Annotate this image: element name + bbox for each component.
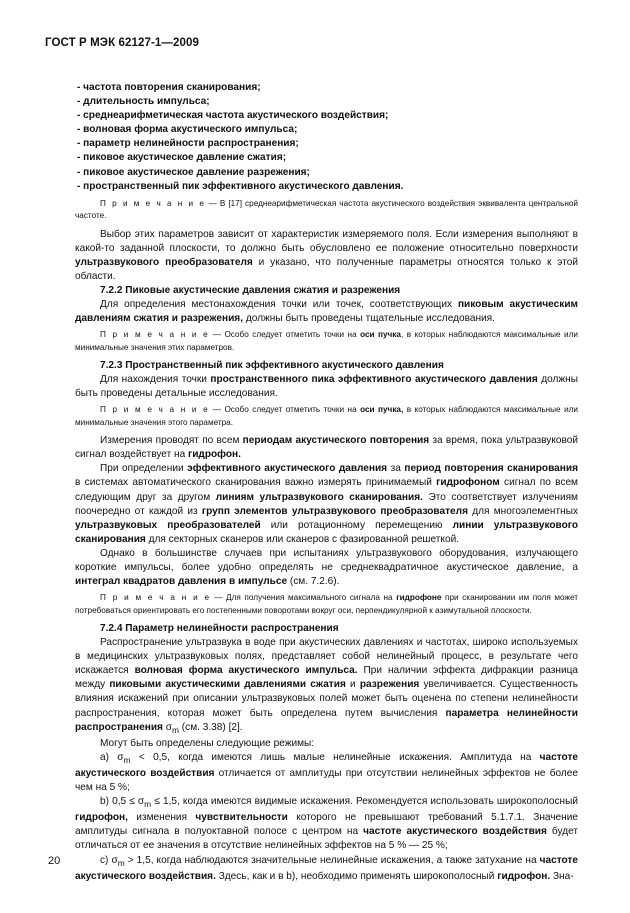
document-header: ГОСТ Р МЭК 62127-1—2009	[45, 37, 199, 49]
list-item: - среднеарифметическая частота акустического воздействия;	[77, 110, 389, 122]
list-item: - волновая форма акустического импульса;	[77, 124, 298, 136]
note-2: П р и м е ч а н и е — Особо следует отметить точки на оси пучка, в которых наблюдаются максимальные или минимальные значения этих параметров.	[75, 330, 578, 352]
paragraph-spatial-peak: Для нахождения точки пространственного пика эффективного акустического давления должны быть проведены детальные исследования.	[75, 374, 579, 400]
mode-c: c) $\sigma_m > 1,5$, когда наблюдаются значительные нелинейные искажения, а также затухание на частоте акустического воздействия. Здесь, как и в b), необходимо применять широкополосный гидрофон. Зна-	[75, 854, 578, 882]
section-heading-7-2-2: 7.2.2 Пиковые акустические давления сжатия и разрежения	[100, 284, 401, 296]
paragraph-modes-intro: Могут быть определены следующие режимы:	[100, 737, 315, 749]
list-item: - длительность импульса;	[77, 96, 210, 108]
paragraph-scan-repetition: При определении эффективного акустического давления за период повторения сканирования в системах автоматического сканирования важно измерять принимаемый гидрофоном сигнал по всем следующим друг за другом линиям ультразвукового сканирования. Это соответствует излучениям поочередно от каждой из групп элементов ультразвукового преобразователя для многоэлементных ультразвуковых преобразователей или ротационному перемещению линии ультразвукового сканирования для секторных сканеров или сканеров с фазированной решеткой.	[75, 463, 578, 545]
mode-a: a) $\sigma_m < 0,5$, когда имеются лишь малые нелинейные искажения. Амплитуда на частоте акустического воздействия отличается от амплитуды при отсутствии нелинейных эффектов не более чем на 5 %;	[75, 751, 579, 794]
list-item: - частота повторения сканирования;	[77, 82, 261, 93]
parameter-list	[75, 81, 578, 194]
paragraph-peak-pressures: Для определения местонахождения точки или точек, соответствующих пиковым акустическим давлениям сжатия и разрежения, должны быть проведены тщательные исследования.	[75, 299, 578, 325]
note-4: П р и м е ч а н и е — Для получения максимального сигнала на гидрофоне при сканировании им поля может потребоваться ориентировать его постепенными поворотами вокруг оси, перпендикулярной к азимутальной плоскости.	[75, 593, 578, 615]
note-label: П р и м е ч а н и е	[100, 330, 210, 340]
note-3: П р и м е ч а н и е — Особо следует отметить точки на оси пучка, в которых наблюдаются максимальные или минимальные значения этого параметра.	[75, 405, 578, 427]
paragraph-short-pulses: Однако в большинстве случаев при испытаниях ультразвукового оборудования, излучающего короткие импульсы, более удобно определять не среднеквадратичное акустическое давление, а интеграл квадратов давления в импульсе (см. 7.2.6).	[75, 547, 578, 588]
list-item: - параметр нелинейности распространения;	[77, 138, 299, 150]
note-label: П р и м е ч а н и е	[100, 198, 206, 208]
note-label: П р и м е ч а н и е	[100, 405, 210, 415]
paragraph-nonlinear-propagation: Распространение ультразвука в воде при акустических давлениях и частотах, широко используемых в медицинских ультразвуковых полях, представляет собой нелинейный процесс, в результате чего искажается волновая форма акустического импульса. При наличии эффекта дифракции разница между пиковыми акустическими давлениями сжатия и разрежения увеличивается. Существенность влияния искажений при описании ультразвуковых полей может быть оценена по степени нелинейности распространения, которая может быть определена путем вычисления параметра нелинейности распространения $\sigma_m$ (см. 3.38) [2].	[75, 637, 579, 735]
note-label: П р и м е ч а н и е	[100, 593, 211, 603]
section-heading-7-2-4: 7.2.4 Параметр нелинейности распространения	[100, 622, 339, 634]
page-number: 20	[48, 855, 61, 867]
list-item: - пиковое акустическое давление разрежения;	[77, 166, 310, 178]
paragraph-measurement-periods: Измерения проводят по всем периодам акустического повторения за время, пока ультразвуковой сигнал воздействует на гидрофон.	[75, 435, 578, 461]
mode-b: b) $0,5 \le \sigma_m \le 1,5$, когда имеются видимые искажения. Рекомендуется использовать широкополосный гидрофон, изменения чувствительности которого не превышают требований 5.1.7.1. Значение амплитуды сигнала в полуоктавной полосе с центром на частоте акустического воздействия будет отличаться от ее значения в отсутствие нелинейных эффектов на 5 % — 25 %;	[75, 796, 578, 852]
list-item: - пространственный пик эффективного акустического давления.	[77, 180, 404, 192]
document-body	[75, 81, 578, 884]
paragraph-parameter-choice: Выбор этих параметров зависит от характеристик измеряемого поля. Если измерения выполняют в какой-то заданной плоскости, то должно быть обусловлено ее положение относительно поверхности ультразвукового преобразователя и указано, что полученные параметры относятся только к этой области.	[75, 228, 578, 282]
list-item: - пиковое акустическое давление сжатия;	[77, 152, 287, 164]
section-heading-7-2-3: 7.2.3 Пространственный пик эффективного акустического давления	[100, 360, 444, 372]
note-1: П р и м е ч а н и е — В [17] среднеарифметическая частота акустического воздействия эквивалента центральной частоте.	[75, 198, 578, 221]
